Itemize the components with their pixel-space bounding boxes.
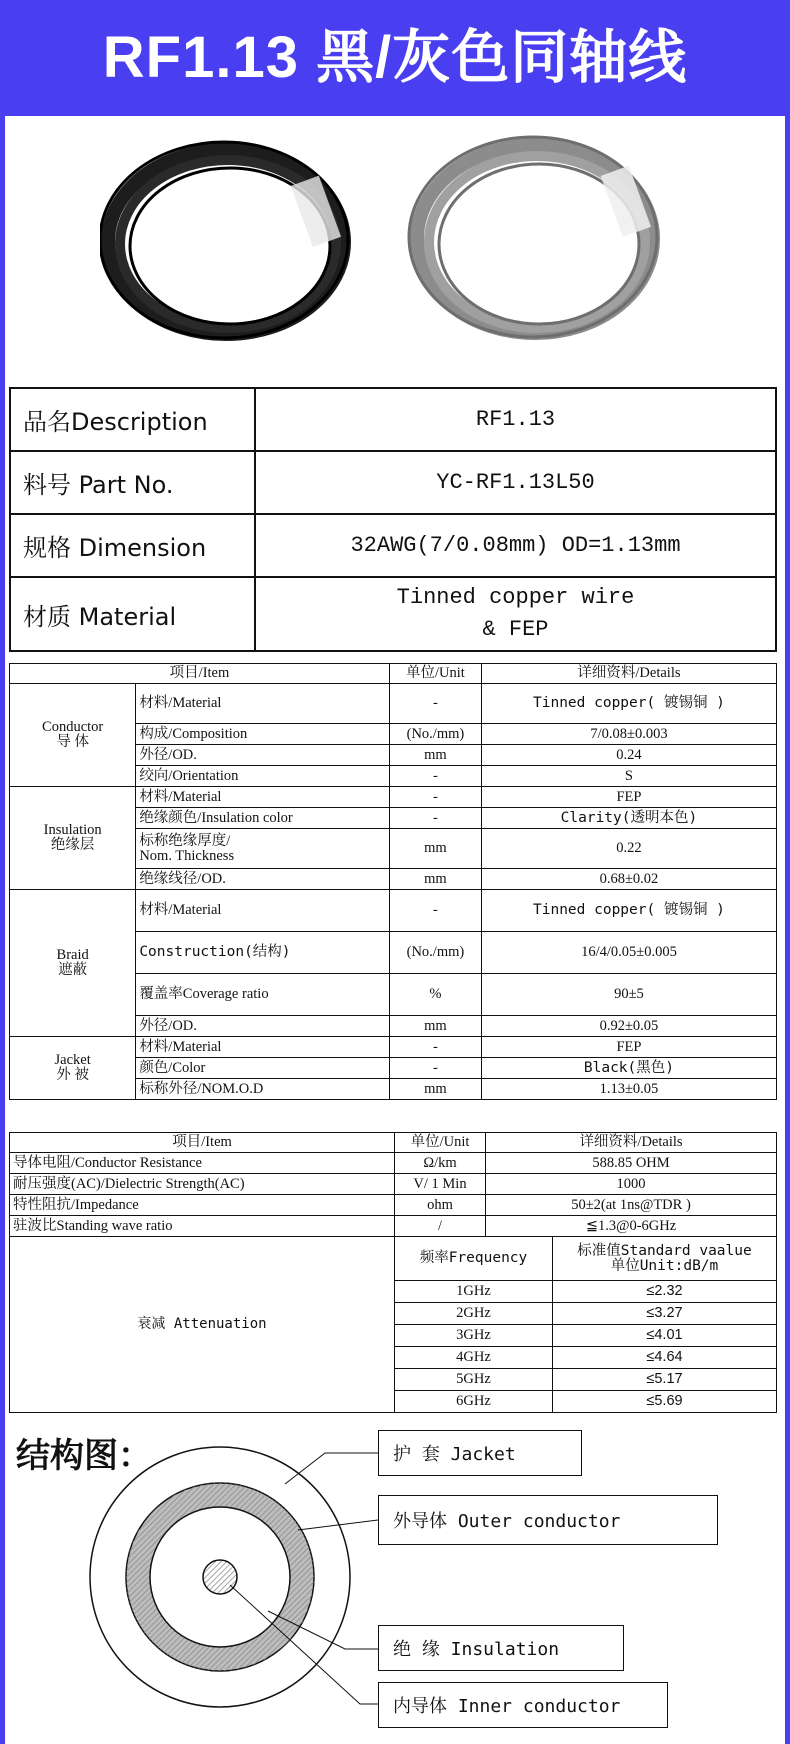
electrical-header-row — [10, 1133, 777, 1153]
header-details: 详细资料/Details — [481, 664, 776, 684]
label-outer-conductor: 外导体 Outer conductor — [378, 1495, 718, 1545]
summary-key: 材质 Material — [10, 577, 255, 651]
summary-row — [10, 577, 776, 651]
label-jacket: 护 套 Jacket — [378, 1430, 582, 1476]
inner-conductor-core — [203, 1560, 237, 1594]
row-detail: 90±5 — [481, 974, 776, 1016]
group-zh: 外 被 — [56, 1067, 89, 1083]
row-detail: FEP — [481, 787, 776, 808]
table-row — [10, 1216, 777, 1237]
row-detail: Clarity(透明本色) — [481, 808, 776, 829]
row-item: 外径/OD. — [136, 745, 390, 766]
row-detail: 50±2(at 1ns@TDR ) — [486, 1195, 777, 1216]
row-unit: V/ 1 Min — [395, 1174, 486, 1195]
group-conductor — [10, 684, 136, 787]
row-item: 颜色/Color — [136, 1058, 390, 1079]
black-cable-photo — [100, 124, 360, 374]
row-unit: mm — [389, 1079, 481, 1100]
row-item: 驻波比Standing wave ratio — [10, 1216, 395, 1237]
summary-key: 品名Description — [10, 388, 255, 451]
row-detail: 7/0.08±0.003 — [481, 724, 776, 745]
summary-value-line: & FEP — [482, 617, 549, 642]
row-unit: - — [389, 890, 481, 932]
row-item: 特性阻抗/Impedance — [10, 1195, 395, 1216]
row-unit: / — [395, 1216, 486, 1237]
row-item: Construction(结构) — [136, 932, 390, 974]
summary-row — [10, 388, 776, 451]
row-unit: ohm — [395, 1195, 486, 1216]
group-zh: 导 体 — [56, 734, 89, 750]
row-item: 标称外径/NOM.O.D — [136, 1079, 390, 1100]
row-item: 材料/Material — [136, 684, 390, 724]
group-zh: 绝缘层 — [50, 837, 95, 853]
row-item: 耐压强度(AC)/Dielectric Strength(AC) — [10, 1174, 395, 1195]
row-detail: Tinned copper( 镀锡铜 ) — [481, 890, 776, 932]
freq-header: 频率Frequency — [395, 1237, 553, 1281]
row-detail: ≦1.3@0-6GHz — [486, 1216, 777, 1237]
row-detail: 1000 — [486, 1174, 777, 1195]
att-value: ≤4.01 — [553, 1325, 777, 1347]
attenuation-label: 衰减 Attenuation — [10, 1237, 395, 1413]
att-freq: 6GHz — [395, 1391, 553, 1413]
row-detail: S — [481, 766, 776, 787]
row-detail: FEP — [481, 1037, 776, 1058]
label-inner-conductor: 内导体 Inner conductor — [378, 1682, 668, 1728]
std-header-line: 单位Unit:dB/m — [610, 1257, 719, 1274]
header-item: 项目/Item — [10, 664, 390, 684]
table-row — [10, 684, 777, 724]
row-detail: Tinned copper( 镀锡铜 ) — [481, 684, 776, 724]
summary-table — [9, 387, 777, 652]
row-unit: - — [389, 766, 481, 787]
page-title: RF1.13 黑/灰色同轴线 — [102, 25, 688, 90]
att-freq: 3GHz — [395, 1325, 553, 1347]
summary-key: 料号 Part No. — [10, 451, 255, 514]
summary-value — [255, 577, 776, 651]
row-unit: mm — [389, 745, 481, 766]
att-freq: 1GHz — [395, 1281, 553, 1303]
title-banner — [0, 0, 790, 116]
row-detail: 0.22 — [481, 829, 776, 869]
label-insulation: 绝 缘 Insulation — [378, 1625, 624, 1671]
table-row — [10, 1174, 777, 1195]
row-detail: Black(黑色) — [481, 1058, 776, 1079]
diagram-title: 结构图： — [16, 1436, 152, 1476]
table-row — [10, 1153, 777, 1174]
row-unit: (No./mm) — [389, 932, 481, 974]
att-value: ≤5.17 — [553, 1369, 777, 1391]
electrical-table — [9, 1132, 777, 1413]
row-unit: - — [389, 787, 481, 808]
attenuation-header-row — [10, 1237, 777, 1281]
spec-header-row — [10, 664, 777, 684]
spec-table — [9, 663, 777, 1100]
row-item: 材料/Material — [136, 890, 390, 932]
row-unit: mm — [389, 1016, 481, 1037]
row-detail: 1.13±0.05 — [481, 1079, 776, 1100]
row-detail: 0.92±0.05 — [481, 1016, 776, 1037]
header-unit: 单位/Unit — [389, 664, 481, 684]
row-detail: 16/4/0.05±0.005 — [481, 932, 776, 974]
header-details: 详细资料/Details — [486, 1133, 777, 1153]
std-header-line: 标准值Standard vaalue — [577, 1242, 752, 1259]
row-detail: 588.85 OHM — [486, 1153, 777, 1174]
table-row — [10, 890, 777, 932]
group-en: Conductor — [42, 719, 104, 735]
att-value: ≤4.64 — [553, 1347, 777, 1369]
row-item — [136, 829, 390, 869]
table-row — [10, 787, 777, 808]
row-item: 导体电阻/Conductor Resistance — [10, 1153, 395, 1174]
row-unit: - — [389, 684, 481, 724]
row-item: 材料/Material — [136, 1037, 390, 1058]
table-row — [10, 1037, 777, 1058]
row-unit: mm — [389, 869, 481, 890]
group-jacket — [10, 1037, 136, 1100]
group-zh: 遮蔽 — [58, 962, 88, 978]
group-en: Braid — [56, 947, 89, 963]
att-value: ≤2.32 — [553, 1281, 777, 1303]
header-unit: 单位/Unit — [395, 1133, 486, 1153]
att-freq: 5GHz — [395, 1369, 553, 1391]
group-insulation — [10, 787, 136, 890]
row-item-line: 标称绝缘厚度/ — [139, 832, 231, 849]
row-item: 覆盖率Coverage ratio — [136, 974, 390, 1016]
row-unit: % — [389, 974, 481, 1016]
row-detail: 0.24 — [481, 745, 776, 766]
att-value: ≤5.69 — [553, 1391, 777, 1413]
header-item: 项目/Item — [10, 1133, 395, 1153]
summary-value: RF1.13 — [255, 388, 776, 451]
summary-row — [10, 514, 776, 577]
row-item: 绝缘颜色/Insulation color — [136, 808, 390, 829]
row-unit: mm — [389, 829, 481, 869]
row-item: 绞向/Orientation — [136, 766, 390, 787]
summary-key: 规格 Dimension — [10, 514, 255, 577]
row-detail: 0.68±0.02 — [481, 869, 776, 890]
row-unit: Ω/km — [395, 1153, 486, 1174]
summary-value: YC-RF1.13L50 — [255, 451, 776, 514]
group-en: Insulation — [43, 822, 102, 838]
att-freq: 4GHz — [395, 1347, 553, 1369]
row-item: 构成/Composition — [136, 724, 390, 745]
std-header — [553, 1237, 777, 1281]
row-unit: (No./mm) — [389, 724, 481, 745]
row-unit: - — [389, 1058, 481, 1079]
row-unit: - — [389, 1037, 481, 1058]
group-braid — [10, 890, 136, 1037]
group-en: Jacket — [54, 1052, 91, 1068]
table-row — [10, 1195, 777, 1216]
row-unit: - — [389, 808, 481, 829]
att-value: ≤3.27 — [553, 1303, 777, 1325]
row-item: 外径/OD. — [136, 1016, 390, 1037]
row-item-line: Nom. Thickness — [139, 847, 235, 864]
summary-value-line: Tinned copper wire — [396, 585, 635, 610]
att-freq: 2GHz — [395, 1303, 553, 1325]
summary-value: 32AWG(7/0.08mm) OD=1.13mm — [255, 514, 776, 577]
row-item: 材料/Material — [136, 787, 390, 808]
row-item: 绝缘线径/OD. — [136, 869, 390, 890]
summary-row — [10, 451, 776, 514]
gray-cable-photo — [405, 124, 665, 374]
